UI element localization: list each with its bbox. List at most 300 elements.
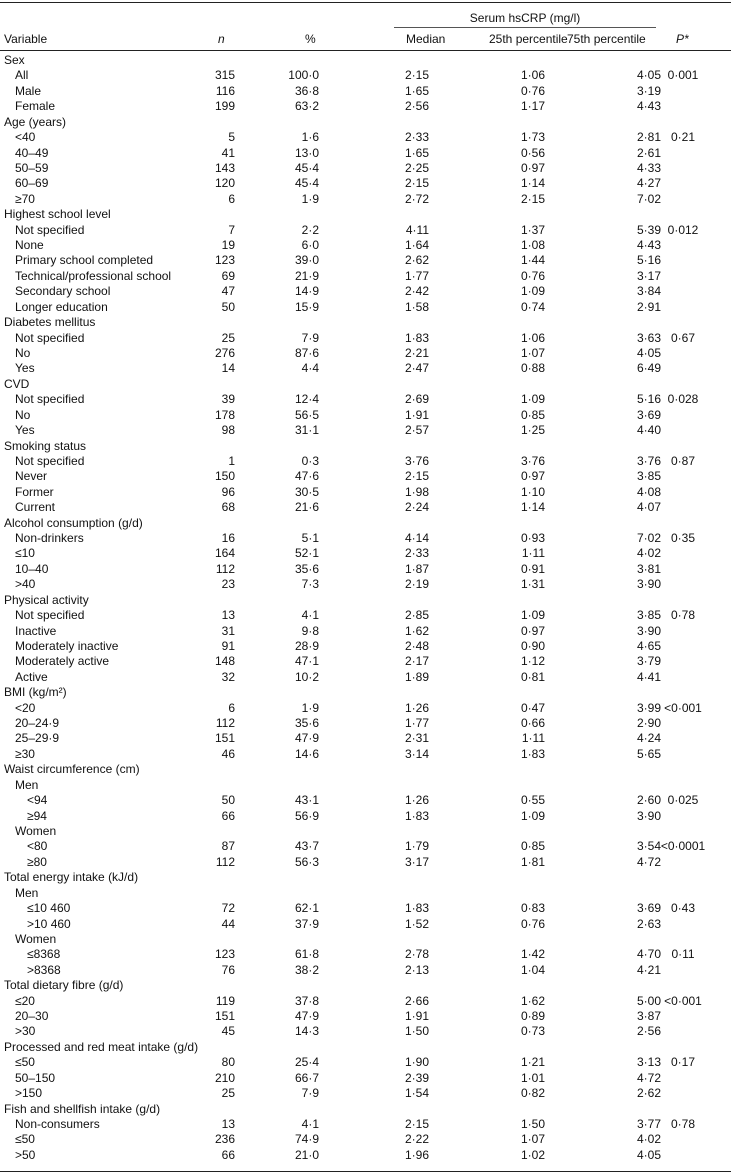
table-row bbox=[0, 284, 731, 300]
row-label: 20–24·9 bbox=[15, 716, 60, 731]
table-row bbox=[0, 238, 731, 254]
cell-25th-percentile: 0·90 bbox=[520, 638, 545, 653]
row-label: Technical/professional school bbox=[15, 268, 172, 283]
row-label: BMI (kg/m²) bbox=[4, 685, 67, 700]
table-row bbox=[0, 1148, 731, 1164]
cell-75th-percentile: 3·69 bbox=[636, 901, 661, 916]
cell-percent: 74·9 bbox=[294, 1132, 319, 1147]
row-label: Longer education bbox=[15, 299, 108, 314]
cell-n: 112 bbox=[215, 561, 235, 576]
cell-25th-percentile: 0·91 bbox=[520, 561, 545, 576]
cell-25th-percentile: 0·66 bbox=[520, 716, 545, 731]
cell-median: 1·62 bbox=[404, 623, 429, 638]
row-label: Age (years) bbox=[4, 114, 67, 129]
top-rule bbox=[0, 2, 731, 3]
cell-percent: 56·3 bbox=[294, 854, 319, 869]
cell-median: 2·57 bbox=[404, 423, 429, 438]
row-label: Never bbox=[15, 469, 48, 484]
cell-median: 1·90 bbox=[404, 1055, 429, 1070]
cell-75th-percentile: 3·79 bbox=[636, 654, 661, 669]
row-label: Secondary school bbox=[15, 284, 111, 299]
table-row: ≤8368 123 61·8 2·78 1·42 4·70 0·11 bbox=[27, 947, 695, 962]
table-group-row bbox=[0, 778, 731, 794]
cell-n: 50 bbox=[221, 793, 235, 808]
cell-percent: 45·4 bbox=[294, 176, 319, 191]
table-group-row bbox=[0, 115, 731, 131]
cell-n: 87 bbox=[221, 839, 235, 854]
cell-median: 3·14 bbox=[404, 746, 429, 761]
cell-percent: 21·9 bbox=[294, 268, 319, 283]
cell-median: 1·65 bbox=[404, 83, 429, 98]
row-label: ≥30 bbox=[15, 746, 35, 761]
cell-75th-percentile: 5·00 bbox=[636, 993, 661, 1008]
cell-percent: 2·2 bbox=[301, 222, 319, 237]
row-label: >50 bbox=[15, 1147, 36, 1162]
cell-75th-percentile: 4·05 bbox=[636, 345, 661, 360]
table-row bbox=[0, 300, 731, 316]
row-label: 60–69 bbox=[15, 176, 49, 191]
cell-median: 1·77 bbox=[404, 268, 429, 283]
row-label: Not specified bbox=[15, 222, 85, 237]
cell-75th-percentile: 2·63 bbox=[636, 916, 661, 931]
cell-75th-percentile: 4·05 bbox=[636, 68, 661, 83]
cell-25th-percentile: 0·83 bbox=[520, 901, 545, 916]
cell-n: 66 bbox=[221, 808, 235, 823]
cell-n: 45 bbox=[221, 1024, 235, 1039]
cell-25th-percentile: 1·08 bbox=[520, 238, 545, 253]
row-label: Not specified bbox=[15, 392, 85, 407]
table-row bbox=[0, 747, 731, 763]
cell-25th-percentile: 1·12 bbox=[520, 654, 545, 669]
row-label: Current bbox=[15, 500, 56, 515]
cell-median: 1·79 bbox=[404, 839, 429, 854]
cell-25th-percentile: 1·06 bbox=[520, 68, 545, 83]
cell-n: 47 bbox=[221, 284, 235, 299]
cell-25th-percentile: 1·14 bbox=[520, 500, 545, 515]
row-label: Waist circumference (cm) bbox=[4, 762, 140, 777]
table-row bbox=[0, 546, 731, 562]
row-label: <20 bbox=[15, 700, 36, 715]
cell-n: 25 bbox=[221, 330, 235, 345]
table-row bbox=[0, 1024, 731, 1040]
cell-percent: 61·8 bbox=[294, 947, 319, 962]
table-row: ≤10 460 72 62·1 1·83 0·83 3·69 0·43 bbox=[27, 901, 696, 916]
table-row bbox=[0, 99, 731, 115]
cell-25th-percentile: 1·31 bbox=[520, 577, 545, 592]
cell-n: 150 bbox=[214, 469, 235, 484]
cell-75th-percentile: 3·90 bbox=[636, 808, 661, 823]
cell-n: 41 bbox=[221, 145, 235, 160]
cell-n: 7 bbox=[228, 222, 235, 237]
cell-25th-percentile: 1·09 bbox=[520, 608, 545, 623]
row-label: ≥70 bbox=[15, 191, 35, 206]
cell-n: 76 bbox=[221, 962, 235, 977]
cell-n: 23 bbox=[221, 577, 235, 592]
table-group-row bbox=[0, 1040, 731, 1056]
cell-n: 91 bbox=[221, 638, 235, 653]
cell-75th-percentile: 4·08 bbox=[636, 484, 661, 499]
cell-median: 2·85 bbox=[404, 608, 429, 623]
table-row: <40 5 1·6 2·33 1·73 2·81 0·21 bbox=[15, 130, 696, 145]
row-label: ≤50 bbox=[15, 1055, 35, 1070]
cell-median: 1·98 bbox=[404, 484, 429, 499]
row-label: 50–59 bbox=[15, 160, 49, 175]
cell-percent: 15·9 bbox=[294, 299, 319, 314]
row-label: Yes bbox=[15, 361, 35, 376]
cell-n: 31 bbox=[221, 623, 235, 638]
cell-median: 3·76 bbox=[404, 453, 429, 468]
cell-n: 16 bbox=[221, 531, 235, 546]
cell-75th-percentile: 4·24 bbox=[636, 731, 661, 746]
cell-median: 2·62 bbox=[404, 253, 429, 268]
cell-75th-percentile: 3·99 bbox=[636, 700, 661, 715]
cell-75th-percentile: 3·54 bbox=[636, 839, 661, 854]
cell-n: 50 bbox=[221, 299, 235, 314]
row-label: Alcohol consumption (g/d) bbox=[4, 515, 143, 530]
cell-75th-percentile: 2·60 bbox=[636, 793, 661, 808]
cell-75th-percentile: 3·84 bbox=[636, 284, 661, 299]
row-label: Not specified bbox=[15, 608, 85, 623]
cell-percent: 43·1 bbox=[294, 793, 319, 808]
cell-n: 13 bbox=[221, 608, 235, 623]
cell-25th-percentile: 1·09 bbox=[520, 808, 545, 823]
cell-median: 2·47 bbox=[404, 361, 429, 376]
table-row bbox=[0, 1009, 731, 1025]
cell-75th-percentile: 3·85 bbox=[636, 469, 661, 484]
cell-n: 96 bbox=[221, 484, 235, 499]
cell-n: 116 bbox=[215, 83, 235, 98]
cell-percent: 31·1 bbox=[294, 423, 319, 438]
cell-percent: 37·9 bbox=[294, 916, 319, 931]
cell-25th-percentile: 1·44 bbox=[520, 253, 545, 268]
cell-percent: 12·4 bbox=[294, 392, 319, 407]
cell-75th-percentile: 3·76 bbox=[636, 453, 661, 468]
cell-n: 276 bbox=[214, 345, 235, 360]
cell-percent: 47·9 bbox=[294, 731, 319, 746]
row-label: <40 bbox=[15, 130, 36, 145]
row-label: Not specified bbox=[15, 453, 85, 468]
table-row bbox=[0, 84, 731, 100]
cell-n: 236 bbox=[214, 1132, 235, 1147]
cell-75th-percentile: 4·05 bbox=[636, 1147, 661, 1162]
cell-median: 1·96 bbox=[404, 1147, 429, 1162]
cell-median: 1·83 bbox=[404, 901, 429, 916]
row-label: Inactive bbox=[15, 623, 57, 638]
cell-25th-percentile: 1·62 bbox=[520, 993, 545, 1008]
table-group-row bbox=[0, 593, 731, 609]
cell-75th-percentile: 4·33 bbox=[636, 160, 661, 175]
table-row: Not specified 7 2·2 4·11 1·37 5·39 0·012 bbox=[15, 222, 699, 237]
cell-25th-percentile: 1·06 bbox=[520, 330, 545, 345]
table-row bbox=[0, 577, 731, 593]
table-row bbox=[0, 161, 731, 177]
cell-75th-percentile: 4·40 bbox=[636, 423, 661, 438]
cell-percent: 37·8 bbox=[294, 993, 319, 1008]
row-label: Highest school level bbox=[4, 207, 111, 222]
table-row bbox=[0, 269, 731, 285]
cell-median: 2·78 bbox=[404, 947, 429, 962]
cell-n: 120 bbox=[214, 176, 235, 191]
cell-75th-percentile: 3·63 bbox=[636, 330, 661, 345]
cell-75th-percentile: 2·62 bbox=[636, 1086, 661, 1101]
cell-percent: 1·9 bbox=[301, 191, 319, 206]
row-label: Processed and red meat intake (g/d) bbox=[4, 1039, 199, 1054]
cell-25th-percentile: 0·73 bbox=[520, 1024, 545, 1039]
cell-n: 80 bbox=[221, 1055, 235, 1070]
table-row bbox=[0, 809, 731, 825]
row-label: >8368 bbox=[27, 962, 61, 977]
row-label: Smoking status bbox=[4, 438, 87, 453]
cell-25th-percentile: 3·76 bbox=[520, 453, 545, 468]
cell-75th-percentile: 4·43 bbox=[636, 99, 661, 114]
row-label: No bbox=[15, 407, 31, 422]
cell-75th-percentile: 4·07 bbox=[636, 500, 661, 515]
cell-median: 2·33 bbox=[404, 130, 429, 145]
cell-n: 44 bbox=[221, 916, 235, 931]
cell-25th-percentile: 0·56 bbox=[520, 145, 545, 160]
cell-25th-percentile: 1·11 bbox=[521, 731, 545, 746]
cell-25th-percentile: 0·85 bbox=[520, 839, 545, 854]
table-group-row bbox=[0, 315, 731, 331]
cell-25th-percentile: 1·50 bbox=[520, 1116, 545, 1131]
cell-75th-percentile: 2·90 bbox=[636, 716, 661, 731]
row-label: >40 bbox=[15, 577, 36, 592]
table-row bbox=[0, 963, 731, 979]
table-group-row bbox=[0, 53, 731, 69]
row-label: Fish and shellfish intake (g/d) bbox=[4, 1101, 161, 1116]
table-row bbox=[0, 146, 731, 162]
cell-25th-percentile: 1·01 bbox=[520, 1070, 545, 1085]
cell-n: 72 bbox=[221, 901, 235, 916]
cell-25th-percentile: 1·09 bbox=[520, 392, 545, 407]
cell-25th-percentile: 1·09 bbox=[520, 284, 545, 299]
cell-n: 69 bbox=[221, 268, 235, 283]
row-label: ≥80 bbox=[27, 854, 47, 869]
cell-25th-percentile: 0·85 bbox=[520, 407, 545, 422]
cell-75th-percentile: 4·43 bbox=[636, 238, 661, 253]
table-row bbox=[0, 485, 731, 501]
table-group-row bbox=[0, 685, 731, 701]
row-label: Non-drinkers bbox=[15, 531, 84, 546]
cell-75th-percentile: 4·02 bbox=[636, 1132, 661, 1147]
table-row: Not specified 13 4·1 2·85 1·09 3·85 0·78 bbox=[15, 608, 696, 623]
cell-25th-percentile: 1·10 bbox=[520, 484, 545, 499]
cell-median: 1·91 bbox=[404, 1009, 429, 1024]
cell-75th-percentile: 4·27 bbox=[636, 176, 661, 191]
cell-25th-percentile: 1·02 bbox=[520, 1147, 545, 1162]
table-row bbox=[0, 1071, 731, 1087]
cell-percent: 14·6 bbox=[294, 746, 319, 761]
cell-75th-percentile: 3·19 bbox=[636, 83, 661, 98]
row-label: Non-consumers bbox=[15, 1116, 100, 1131]
cell-percent: 14·9 bbox=[294, 284, 319, 299]
cell-75th-percentile: 3·87 bbox=[636, 1009, 661, 1024]
cell-n: 19 bbox=[221, 238, 235, 253]
cell-percent: 6·0 bbox=[301, 238, 319, 253]
cell-median: 2·69 bbox=[404, 392, 429, 407]
cell-25th-percentile: 0·93 bbox=[520, 531, 545, 546]
row-label: ≤20 bbox=[15, 993, 35, 1008]
cell-percent: 35·6 bbox=[294, 716, 319, 731]
cell-median: 2·48 bbox=[404, 638, 429, 653]
cell-median: 3·17 bbox=[404, 854, 429, 869]
cell-median: 2·19 bbox=[404, 577, 429, 592]
cell-percent: 38·2 bbox=[294, 962, 319, 977]
row-label: CVD bbox=[4, 376, 30, 391]
cell-25th-percentile: 0·55 bbox=[520, 793, 545, 808]
cell-75th-percentile: 4·21 bbox=[636, 962, 661, 977]
cell-percent: 66·7 bbox=[294, 1070, 319, 1085]
row-label: Total energy intake (kJ/d) bbox=[4, 870, 139, 885]
cell-75th-percentile: 3·85 bbox=[636, 608, 661, 623]
cell-n: 68 bbox=[221, 500, 235, 515]
cell-median: 1·54 bbox=[404, 1086, 429, 1101]
bottom-rule bbox=[0, 1171, 731, 1172]
table-row: <94 50 43·1 1·26 0·55 2·60 0·025 bbox=[27, 793, 699, 808]
cell-percent: 4·1 bbox=[301, 1116, 319, 1131]
row-label: Physical activity bbox=[4, 592, 89, 607]
row-label: Diabetes mellitus bbox=[4, 315, 96, 330]
cell-n: 46 bbox=[221, 746, 235, 761]
row-label: 40–49 bbox=[15, 145, 49, 160]
row-label: Total dietary fibre (g/d) bbox=[4, 978, 124, 993]
row-label: 20–30 bbox=[15, 1009, 49, 1024]
cell-percent: 10·2 bbox=[294, 669, 319, 684]
row-label: No bbox=[15, 345, 31, 360]
cell-percent: 1·9 bbox=[301, 700, 319, 715]
cell-n: 164 bbox=[214, 546, 235, 561]
cell-median: 2·31 bbox=[404, 731, 429, 746]
cell-median: 1·91 bbox=[404, 407, 429, 422]
table-row bbox=[0, 639, 731, 655]
header-variable: Variable bbox=[4, 32, 48, 46]
cell-median: 2·15 bbox=[404, 1116, 429, 1131]
cell-percent: 62·1 bbox=[294, 901, 319, 916]
table-group-row bbox=[0, 207, 731, 223]
cell-n: 210 bbox=[214, 1070, 235, 1085]
cell-median: 1·83 bbox=[404, 330, 429, 345]
cell-n: 39 bbox=[221, 392, 235, 407]
row-label: Women bbox=[15, 824, 57, 838]
cell-75th-percentile: 3·90 bbox=[636, 623, 661, 638]
cell-percent: 4·1 bbox=[301, 608, 319, 623]
table-row bbox=[0, 917, 731, 933]
row-label: Primary school completed bbox=[15, 253, 154, 268]
header-median: Median bbox=[406, 32, 446, 46]
cell-percent: 35·6 bbox=[294, 561, 319, 576]
cell-25th-percentile: 0·97 bbox=[520, 623, 545, 638]
cell-n: 25 bbox=[221, 1086, 235, 1101]
cell-percent: 45·4 bbox=[294, 160, 319, 175]
cell-percent: 47·6 bbox=[294, 469, 319, 484]
row-label: ≥94 bbox=[27, 808, 47, 823]
table-row bbox=[0, 500, 731, 516]
cell-75th-percentile: 4·65 bbox=[636, 638, 661, 653]
row-label: ≤50 bbox=[15, 1132, 35, 1147]
cell-median: 1·26 bbox=[404, 700, 429, 715]
table-group-row bbox=[0, 886, 731, 902]
cell-median: 2·33 bbox=[404, 546, 429, 561]
cell-75th-percentile: 4·72 bbox=[636, 854, 661, 869]
cell-25th-percentile: 0·74 bbox=[520, 299, 545, 314]
header-p-value: P* bbox=[676, 32, 689, 46]
cell-percent: 7·3 bbox=[301, 577, 319, 592]
cell-median: 1·58 bbox=[404, 299, 429, 314]
row-label: >10 460 bbox=[27, 916, 71, 931]
cell-n: 6 bbox=[228, 700, 235, 715]
cell-n: 1 bbox=[228, 453, 235, 468]
cell-25th-percentile: 0·76 bbox=[520, 916, 545, 931]
table-row: Not specified 39 12·4 2·69 1·09 5·16 0·028 bbox=[15, 392, 699, 407]
cell-75th-percentile: 3·69 bbox=[636, 407, 661, 422]
cell-n: 143 bbox=[214, 160, 235, 175]
cell-percent: 5·1 bbox=[301, 531, 319, 546]
cell-median: 4·11 bbox=[405, 222, 429, 237]
table-row bbox=[0, 654, 731, 670]
cell-percent: 4·4 bbox=[301, 361, 319, 376]
header-25th-percentile: 25th percentile bbox=[489, 32, 568, 46]
cell-25th-percentile: 1·11 bbox=[521, 546, 545, 561]
row-label: All bbox=[15, 68, 29, 83]
row-label: Sex bbox=[4, 53, 25, 67]
table-row bbox=[0, 855, 731, 871]
cell-median: 2·56 bbox=[404, 99, 429, 114]
cell-25th-percentile: 0·82 bbox=[520, 1086, 545, 1101]
cell-75th-percentile: 5·65 bbox=[636, 746, 661, 761]
cell-75th-percentile: 3·90 bbox=[636, 577, 661, 592]
cell-n: 199 bbox=[214, 99, 235, 114]
cell-25th-percentile: 0·88 bbox=[520, 361, 545, 376]
table-row bbox=[0, 346, 731, 362]
cell-median: 2·13 bbox=[404, 962, 429, 977]
cell-75th-percentile: 3·77 bbox=[636, 1116, 661, 1131]
row-label: Not specified bbox=[15, 330, 85, 345]
table-group-row bbox=[0, 439, 731, 455]
cell-75th-percentile: 5·16 bbox=[636, 392, 661, 407]
cell-75th-percentile: 3·81 bbox=[636, 561, 661, 576]
cell-percent: 21·0 bbox=[294, 1147, 319, 1162]
cell-median: 2·15 bbox=[404, 68, 429, 83]
header-percent: % bbox=[305, 32, 316, 46]
cell-median: 2·39 bbox=[404, 1070, 429, 1085]
group-rule bbox=[394, 27, 656, 28]
cell-percent: 56·5 bbox=[294, 407, 319, 422]
cell-percent: 0·3 bbox=[301, 453, 319, 468]
cell-percent: 21·6 bbox=[294, 500, 319, 515]
row-label: ≤10 460 bbox=[27, 901, 71, 916]
cell-25th-percentile: 0·89 bbox=[520, 1009, 545, 1024]
cell-median: 1·64 bbox=[404, 238, 429, 253]
cell-percent: 100·0 bbox=[288, 68, 319, 83]
table-row: Non-drinkers 16 5·1 4·14 0·93 7·02 0·35 bbox=[15, 531, 696, 546]
cell-75th-percentile: 2·91 bbox=[636, 299, 661, 314]
cell-25th-percentile: 1·83 bbox=[520, 746, 545, 761]
cell-median: 1·77 bbox=[404, 716, 429, 731]
cell-n: 315 bbox=[214, 68, 235, 83]
cell-75th-percentile: 2·61 bbox=[636, 145, 661, 160]
cell-25th-percentile: 1·37 bbox=[520, 222, 545, 237]
cell-median: 2·21 bbox=[404, 345, 429, 360]
cell-n: 123 bbox=[214, 947, 235, 962]
table-row: Not specified 25 7·9 1·83 1·06 3·63 0·67 bbox=[15, 330, 696, 345]
cell-n: 151 bbox=[214, 731, 235, 746]
cell-n: 178 bbox=[214, 407, 235, 422]
cell-median: 1·50 bbox=[404, 1024, 429, 1039]
table-row bbox=[0, 731, 731, 747]
cell-n: 98 bbox=[221, 423, 235, 438]
cell-median: 2·15 bbox=[404, 469, 429, 484]
row-label: Former bbox=[15, 484, 54, 499]
